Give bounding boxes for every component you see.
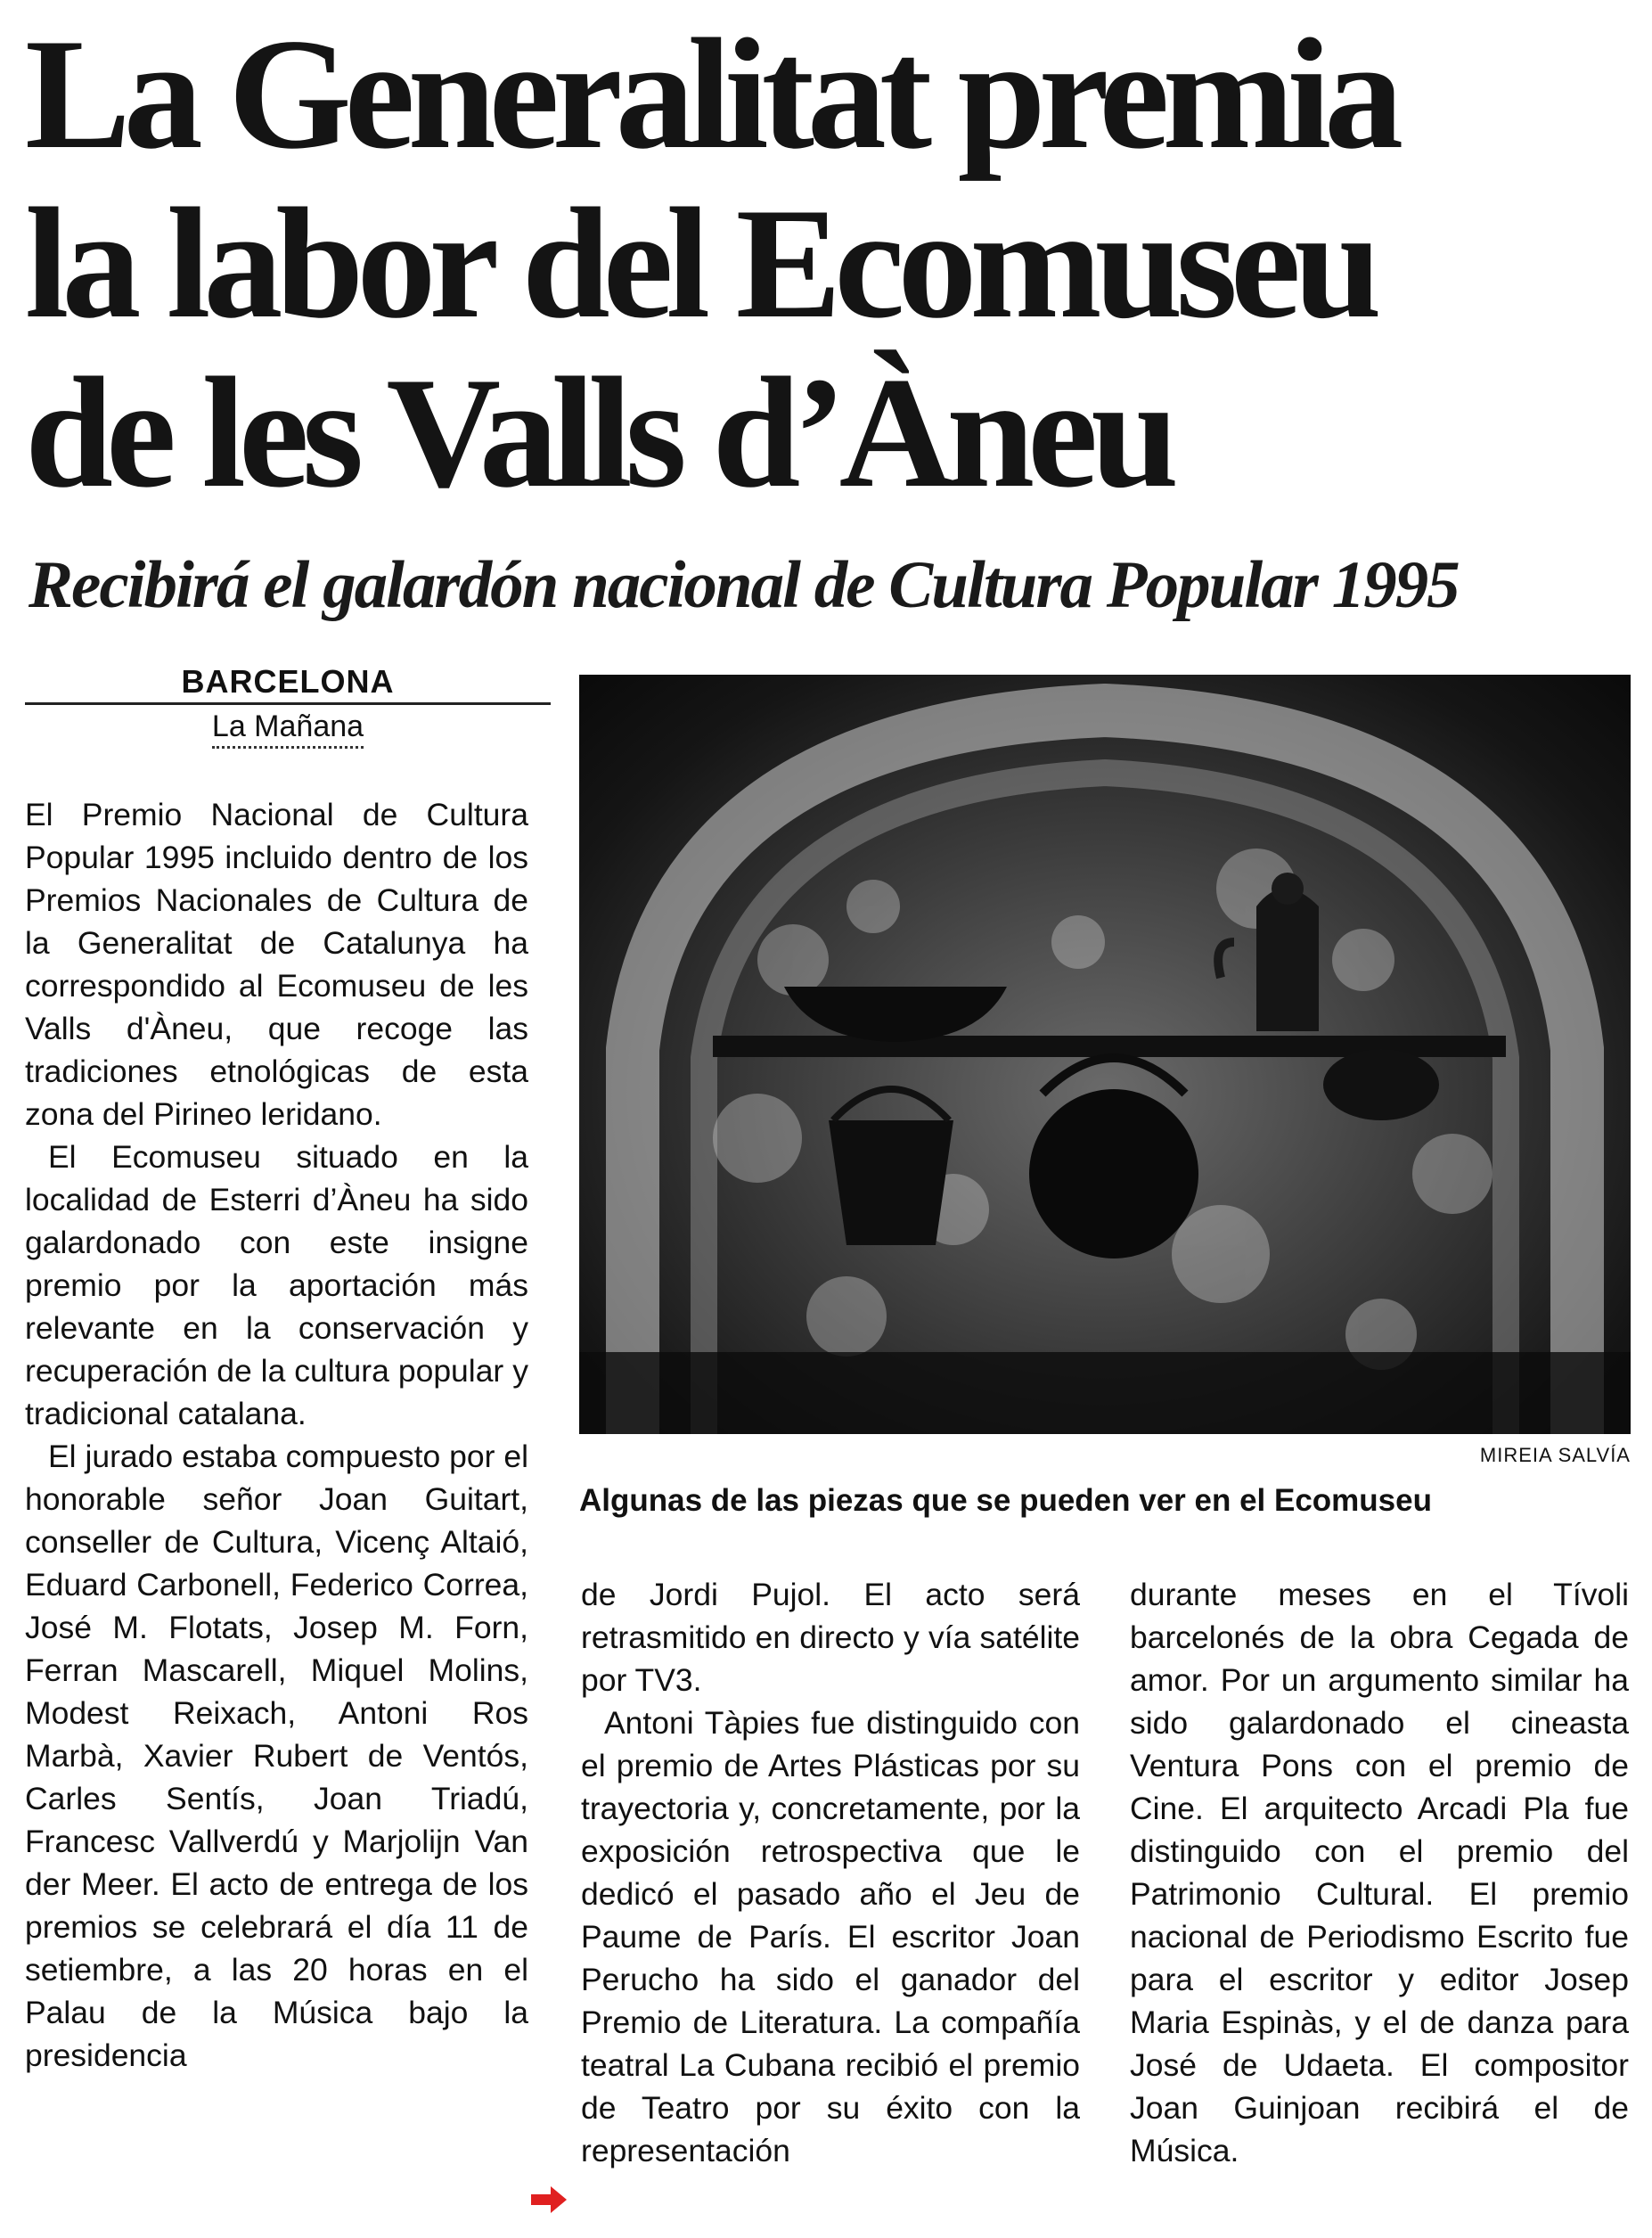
paragraph: El Ecomuseu situado en la localidad de Esterri d’Àneu ha sido galardonado con este insigne premio por la aportación más relevante en la conservación y recuperación de la cultura popular y tradicional catalana. [25, 1139, 528, 1431]
paragraph: de Jordi Pujol. El acto será retrasmitido en directo y vía satélite por TV3. [581, 1577, 1080, 1698]
headline-line-2: la labor del Ecomuseu [25, 175, 1375, 351]
dateline [25, 663, 551, 749]
photo-credit: MIREIA SALVÍA [1479, 1444, 1631, 1466]
paragraph: El jurado estaba compuesto por el honorable señor Joan Guitart, conseller de Cultura, Vicenç Altaió, Eduard Carbonell, Federico Correa, José M. Flotats, Josep M. Forn, Ferran Mascarell, Miquel Molins, Modest Reixach, Antoni Ros Marbà, Xavier Rubert de Ventós, Carles Sentís, Joan Triadú, Francesc Vallverdú y Marjolijn Van der Meer. El acto de entrega de los premios se celebrará el día 11 de setiembre, a las 20 horas en el Palau de la Música bajo la presidencia [25, 1439, 528, 2073]
photo-illustration [579, 675, 1631, 1434]
paragraph: El Premio Nacional de Cultura Popular 1995 incluido dentro de los Premios Nacionales de Cultura de la Generalitat de Catalunya ha correspondido al Ecomuseu de les Valls d'Àneu, que recoge las tradiciones etnológicas de esta zona del Pirineo leridano. [25, 797, 528, 1132]
headline-line-1: La Generalitat premia [25, 5, 1397, 182]
subheadline: Recibirá el galardón nacional de Cultura Popular 1995 [29, 548, 1459, 622]
headline-line-3: de les Valls d’Àneu [25, 344, 1173, 521]
headline [25, 5, 1629, 521]
article-column-3 [1130, 1573, 1629, 2172]
red-arrow-icon [531, 2186, 567, 2213]
article-column-2 [581, 1573, 1080, 2172]
ecomuseu-photo [579, 675, 1631, 1434]
article-column-1 [25, 793, 528, 2077]
paragraph: Antoni Tàpies fue distinguido con el premio de Artes Plásticas por su trayectoria y, concretamente, por la exposición retrospectiva que le dedicó el pasado año el Jeu de Paume de París. El escritor Joan Perucho ha sido el ganador del Premio de Literatura. La compañía teatral La Cubana recibió el premio de Teatro por su éxito con la representación [581, 1705, 1080, 2168]
dateline-source: La Mañana [212, 709, 364, 749]
dateline-city: BARCELONA [181, 663, 395, 700]
dateline-rule [25, 702, 551, 705]
photo-caption: Algunas de las piezas que se pueden ver en el Ecomuseu [579, 1483, 1432, 1518]
paragraph: durante meses en el Tívoli barcelonés de la obra Cegada de amor. Por un argumento similar ha sido galardonado el cineasta Ventura Pons con el premio de Cine. El arquitecto Arcadi Pla fue distinguido con el premio del Patrimonio Cultural. El premio nacional de Periodismo Escrito fue para el escritor y editor Josep Maria Espinàs, y el de danza para José de Udaeta. El compositor Joan Guinjoan recibirá el de Música. [1130, 1577, 1629, 2168]
